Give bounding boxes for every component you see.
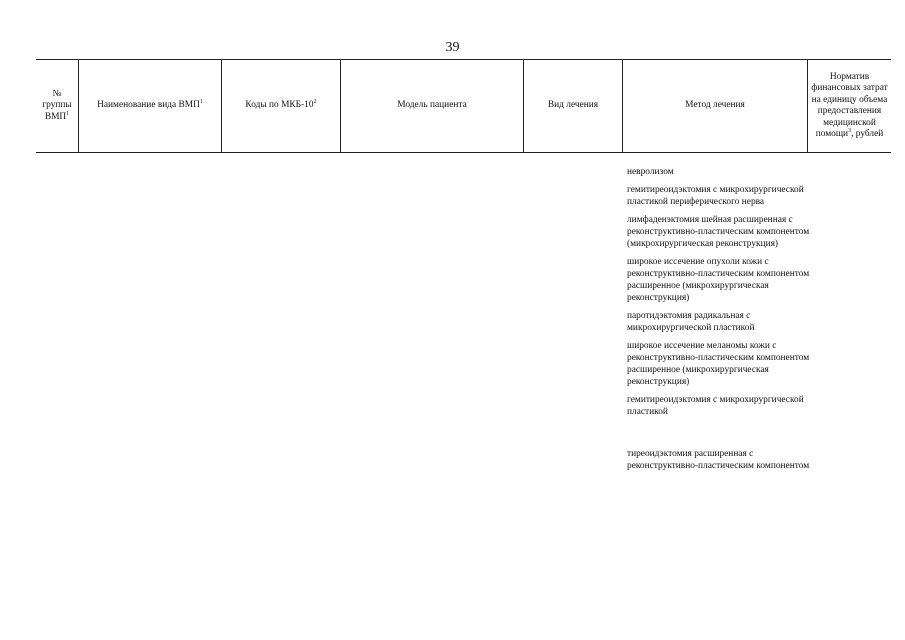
header-group-number-line1: № [52,88,62,99]
header-group-number-line3: ВМП [44,111,67,122]
treatment-method-list [627,166,811,478]
header-patient-model-text: Модель пациента [397,100,467,111]
header-treatment-method-text: Метод лечения [685,100,745,111]
treatment-method-item: гемитиреоидэктомия с микрохирургической пластикой периферического нерва [627,185,804,207]
treatment-method-item: широкое иссечение меланомы кожи с реконструктивно-пластическим компонентом расширенное (микрохирургическая реконструкция) [627,341,810,387]
treatment-method-item: паротидэктомия радикальная с микрохирургической пластикой [627,311,755,333]
table-header [36,59,891,153]
treatment-method-item: невролизом [627,167,674,177]
header-treatment-type [523,60,622,152]
header-vmp-name [78,60,221,152]
header-financial-norm [807,60,891,152]
treatment-method-item: гемитиреоидэктомия с микрохирургической пластикой [627,395,804,417]
header-treatment-method [622,60,807,152]
header-patient-model [340,60,523,152]
treatment-method-item: тиреоидэктомия расширенная с реконструктивно-пластическим компонентом [627,449,810,471]
header-group-number-line2: группы [42,100,72,111]
header-icd-codes [221,60,340,152]
header-financial-norm-text: Норматив финансовых затрат на единицу объема предоставления медицинской помощи [811,71,888,139]
header-treatment-type-text: Вид лечения [547,100,599,111]
page-number: 39 [445,40,460,55]
footnote-ref: 1 [199,99,203,106]
header-group-number [36,60,78,152]
treatment-method-item: лимфаденэктомия шейная расширенная с реконструктивно-пластическим компонентом (микрохирургическая реконструкция) [627,215,810,249]
header-financial-norm-unit: , рублей [851,129,884,139]
footnote-ref: 3 [848,127,852,134]
header-vmp-name-text: Наименование вида ВМП [97,100,200,111]
header-icd-codes-text: Коды по МКБ-10 [245,100,314,111]
footnote-ref: 1 [66,110,70,117]
footnote-ref: 2 [313,99,317,106]
treatment-method-item: широкое иссечение опухоли кожи с реконструктивно-пластическим компонентом расширенное (микрохирургическая реконструкция) [627,257,810,303]
